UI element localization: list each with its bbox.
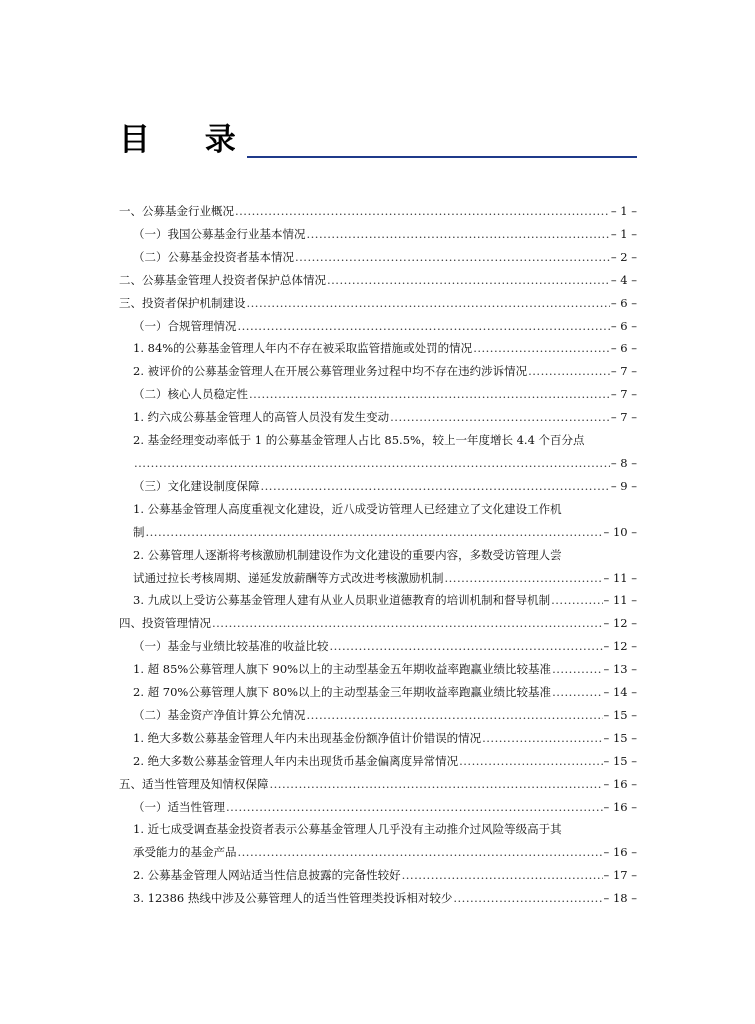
- toc-page-number: – 4 –: [610, 272, 637, 287]
- toc-page-number: – 11 –: [603, 593, 637, 608]
- toc-entry-row: [133, 383, 637, 406]
- toc-entry-row: [133, 681, 637, 704]
- toc-page-number: – 8 –: [610, 455, 637, 470]
- table-of-contents: [119, 200, 637, 910]
- toc-entry[interactable]: [119, 498, 637, 544]
- toc-entry[interactable]: [119, 223, 637, 246]
- toc-entry[interactable]: [119, 864, 637, 887]
- toc-page-number: – 16 –: [603, 845, 637, 860]
- toc-entry-row: [119, 773, 637, 796]
- toc-entry[interactable]: [119, 292, 637, 315]
- toc-leader-dots: [552, 681, 602, 704]
- toc-entry-title: （一）合规管理情况: [133, 318, 237, 333]
- toc-leader-dots: [482, 727, 602, 750]
- toc-entry-title: 二、公募基金管理人投资者保护总体情况: [119, 272, 326, 287]
- toc-entry-title: 2. 公募基金管理人网站适当性信息披露的完备性较好: [133, 868, 401, 883]
- toc-entry[interactable]: [119, 727, 637, 750]
- toc-entry-title: （一）我国公募基金行业基本情况: [133, 226, 306, 241]
- toc-entry-title: 一、公募基金行业概况: [119, 204, 234, 218]
- toc-entry-row: [133, 406, 637, 429]
- toc-entry[interactable]: [119, 246, 637, 269]
- toc-entry-row: [133, 223, 637, 246]
- page-title: 目 录: [119, 122, 258, 158]
- toc-leader-dots: [453, 887, 602, 910]
- toc-leader-dots: [235, 200, 610, 223]
- toc-entry[interactable]: [119, 612, 637, 635]
- toc-page-number: – 16 –: [603, 799, 637, 814]
- toc-leader-dots: [552, 658, 602, 681]
- toc-entry-title: 承受能力的基金产品: [133, 845, 237, 860]
- toc-entry[interactable]: [119, 544, 637, 590]
- toc-entry-row: [133, 635, 637, 658]
- toc-entry-row: [133, 337, 637, 360]
- toc-leader-dots: [249, 383, 610, 406]
- toc-entry-title: （一）基金与业绩比较基准的收益比较: [133, 639, 329, 654]
- toc-entry-row: [133, 796, 637, 819]
- toc-entry[interactable]: [119, 818, 637, 864]
- toc-entry[interactable]: [119, 200, 637, 223]
- toc-entry-title: 1. 绝大多数公募基金管理人年内未出现基金份额净值计价错误的情况: [133, 730, 482, 745]
- toc-leader-dots: [134, 452, 610, 475]
- toc-entry-row: [133, 360, 637, 383]
- toc-entry[interactable]: [119, 750, 637, 773]
- toc-entry-title-line1: 2. 基金经理变动率低于 1 的公募基金管理人占比 85.5%，较上一年度增长 4.4 个百分点: [133, 433, 585, 448]
- toc-entry-row: [119, 292, 637, 315]
- toc-entry-title: （二）基金资产净值计算公允情况: [133, 707, 306, 722]
- toc-entry-title: 三、投资者保护机制建设: [119, 295, 246, 310]
- toc-entry-row: [133, 727, 637, 750]
- toc-leader-dots: [528, 360, 610, 383]
- toc-entry-row: [133, 246, 637, 269]
- toc-entry-title: 2. 绝大多数公募基金管理人年内未出现货币基金偏离度异常情况: [133, 753, 459, 768]
- toc-entry-title: （三）文化建设制度保障: [133, 478, 260, 493]
- toc-entry[interactable]: [119, 589, 637, 612]
- toc-leader-dots: [238, 315, 610, 338]
- toc-page-number: – 15 –: [603, 753, 637, 768]
- toc-page-number: – 7 –: [610, 410, 637, 425]
- toc-page-number: – 1 –: [610, 204, 637, 218]
- toc-entry-row: [133, 315, 637, 338]
- toc-entry-title: 2. 被评价的公募基金管理人在开展公募管理业务过程中均不存在违约涉诉情况: [133, 364, 528, 379]
- title-row: [119, 120, 637, 160]
- toc-page-number: – 6 –: [610, 318, 637, 333]
- toc-page-number: – 10 –: [603, 524, 637, 539]
- toc-entry[interactable]: [119, 658, 637, 681]
- toc-entry[interactable]: [119, 406, 637, 429]
- toc-leader-dots: [295, 246, 610, 269]
- toc-page-number: – 13 –: [603, 662, 637, 677]
- toc-entry-row: [133, 589, 637, 612]
- toc-leader-dots: [459, 750, 602, 773]
- toc-entry-title: 五、适当性管理及知情权保障: [119, 776, 269, 791]
- toc-entry-row: [133, 567, 637, 590]
- toc-entry-row: [119, 269, 637, 292]
- toc-leader-dots: [473, 337, 610, 360]
- toc-leader-dots: [330, 635, 603, 658]
- toc-leader-dots: [146, 521, 603, 544]
- toc-page-number: – 18 –: [603, 891, 637, 906]
- toc-leader-dots: [307, 223, 610, 246]
- toc-page-number: – 15 –: [603, 707, 637, 722]
- toc-entry-row: [133, 452, 637, 475]
- toc-entry[interactable]: [119, 269, 637, 292]
- toc-entry-row: [133, 887, 637, 910]
- toc-page-number: – 12 –: [603, 616, 637, 631]
- toc-page-number: – 1 –: [610, 226, 637, 241]
- toc-entry-title: 1. 约六成公募基金管理人的高管人员没有发生变动: [133, 410, 390, 425]
- toc-entry-title: 3. 九成以上受访公募基金管理人建有从业人员职业道德教育的培训机制和督导机制: [133, 593, 551, 608]
- toc-page-number: – 6 –: [610, 341, 637, 356]
- toc-entry-row: [133, 841, 637, 864]
- toc-page-number: – 15 –: [603, 730, 637, 745]
- toc-page-number: – 17 –: [603, 868, 637, 883]
- toc-leader-dots: [402, 864, 603, 887]
- toc-leader-dots: [270, 773, 603, 796]
- toc-entry-title: 3. 12386 热线中涉及公募管理人的适当性管理类投诉相对较少: [133, 891, 453, 906]
- toc-leader-dots: [261, 475, 610, 498]
- toc-entry[interactable]: [119, 887, 637, 910]
- toc-entry[interactable]: [119, 475, 637, 498]
- toc-entry-title-line1: 1. 近七成受调查基金投资者表示公募基金管理人几乎没有主动推介过风险等级高于其: [133, 822, 562, 837]
- toc-entry-title: 1. 超 85%公募管理人旗下 90%以上的主动型基金五年期收益率跑赢业绩比较基准: [133, 662, 552, 677]
- toc-entry-title: 制: [133, 524, 145, 539]
- toc-entry-title: （二）核心人员稳定性: [133, 387, 248, 402]
- title-underline: [247, 156, 637, 158]
- toc-leader-dots: [445, 567, 603, 590]
- toc-page-number: – 11 –: [603, 570, 637, 585]
- toc-entry[interactable]: [119, 635, 637, 658]
- toc-entry[interactable]: [119, 681, 637, 704]
- toc-page-number: – 16 –: [603, 776, 637, 791]
- toc-entry-row: [133, 750, 637, 773]
- toc-entry-title: （一）适当性管理: [133, 799, 225, 814]
- toc-entry-row: [119, 612, 637, 635]
- toc-leader-dots: [551, 589, 602, 612]
- toc-entry-title: 试通过拉长考核周期、递延发放薪酬等方式改进考核激励机制: [133, 570, 444, 585]
- toc-page-number: – 9 –: [610, 478, 637, 493]
- toc-leader-dots: [247, 292, 610, 315]
- toc-page-number: – 12 –: [603, 639, 637, 654]
- toc-entry-row: [133, 475, 637, 498]
- toc-entry-row: [133, 864, 637, 887]
- toc-entry[interactable]: [119, 337, 637, 360]
- toc-leader-dots: [307, 704, 603, 727]
- toc-entry-title: 1. 84%的公募基金管理人年内不存在被采取监管措施或处罚的情况: [133, 341, 473, 356]
- toc-entry-title: （二）公募基金投资者基本情况: [133, 249, 294, 264]
- toc-entry[interactable]: [119, 704, 637, 727]
- toc-entry-title-line1: 1. 公募基金管理人高度重视文化建设，近八成受访管理人已经建立了文化建设工作机: [133, 501, 562, 516]
- toc-entry-row: [119, 200, 637, 223]
- toc-page-number: – 2 –: [610, 249, 637, 264]
- toc-page-number: – 7 –: [610, 387, 637, 402]
- toc-entry-title: 2. 超 70%公募管理人旗下 80%以上的主动型基金三年期收益率跑赢业绩比较基准: [133, 685, 552, 700]
- toc-entry[interactable]: [119, 383, 637, 406]
- toc-entry-title-line1: 2. 公募管理人逐渐将考核激励机制建设作为文化建设的重要内容，多数受访管理人尝: [133, 547, 562, 562]
- toc-entry[interactable]: [119, 360, 637, 383]
- toc-entry[interactable]: [119, 315, 637, 338]
- toc-leader-dots: [238, 841, 603, 864]
- toc-leader-dots: [226, 796, 603, 819]
- toc-entry-row: [133, 521, 637, 544]
- toc-entry-row: [133, 658, 637, 681]
- toc-entry-row: [133, 704, 637, 727]
- toc-leader-dots: [212, 612, 603, 635]
- toc-entry[interactable]: [119, 773, 637, 796]
- toc-page-number: – 6 –: [610, 295, 637, 310]
- toc-leader-dots: [327, 269, 610, 292]
- toc-entry[interactable]: [119, 429, 637, 475]
- toc-entry-title: 四、投资管理情况: [119, 616, 211, 631]
- toc-leader-dots: [390, 406, 610, 429]
- toc-entry[interactable]: [119, 796, 637, 819]
- toc-page-number: – 7 –: [610, 364, 637, 379]
- toc-page-number: – 14 –: [603, 685, 637, 700]
